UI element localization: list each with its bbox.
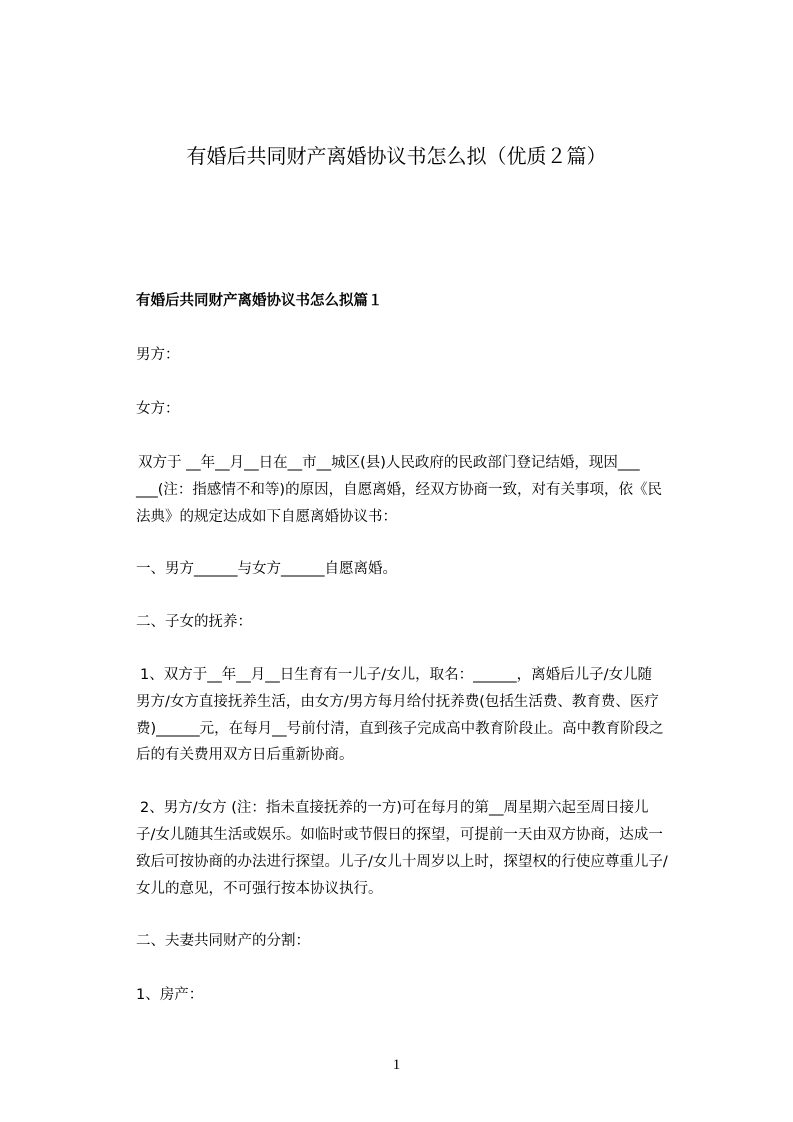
paragraph-line: 后的有关费用双方日后重新协商。: [136, 747, 354, 763]
paragraph-line: 法典》的规定达成如下自愿离婚协议书：: [136, 509, 397, 525]
male-party-label: 男方：: [136, 347, 180, 363]
clause-item: 一、男方______与女方______自愿离婚。: [136, 561, 397, 577]
document-title: 有婚后共同财产离婚协议书怎么拟（优质２篇）: [186, 144, 607, 168]
paragraph-line: 2、男方/女方 (注：指未直接抚养的一方)可在每月的第__周星期六起至周日接儿: [140, 800, 649, 816]
female-party-label: 女方：: [136, 401, 180, 417]
page-number: 1: [392, 1057, 401, 1073]
paragraph-line: 子/女儿随其生活或娱乐。如临时或节假日的探望，可提前一天由双方协商，达成一: [136, 827, 663, 843]
paragraph-line: 双方于 __年__月__日在__市__城区(县)人民政府的民政部门登记结婚，现因___: [138, 455, 640, 471]
paragraph-line: ___(注：指感情不和等)的原因，自愿离婚，经双方协商一致，对有关事项，依《民: [136, 482, 663, 498]
paragraph-line: 男方/女方直接抚养生活，由女方/男方每月给付抚养费(包括生活费、教育费、医疗: [136, 694, 659, 710]
clause-item: 1、房产：: [136, 987, 204, 1003]
paragraph-line: 女儿的意见，不可强行按本协议执行。: [136, 881, 383, 897]
paragraph-line: 1、双方于__年__月__日生育有一儿子/女儿，取名：______，离婚后儿子/女儿随: [140, 667, 652, 683]
clause-item: 二、子女的抚养：: [136, 614, 252, 630]
paragraph-line: 费)______元，在每月__号前付清，直到孩子完成高中教育阶段止。高中教育阶段之: [136, 721, 664, 737]
paragraph-line: 致后可按协商的办法进行探望。儿子/女儿十周岁以上时，探望权的行使应尊重儿子/: [136, 854, 668, 870]
clause-item: 二、夫妻共同财产的分割：: [136, 933, 310, 949]
section-heading: 有婚后共同财产离婚协议书怎么拟篇１: [136, 293, 383, 309]
